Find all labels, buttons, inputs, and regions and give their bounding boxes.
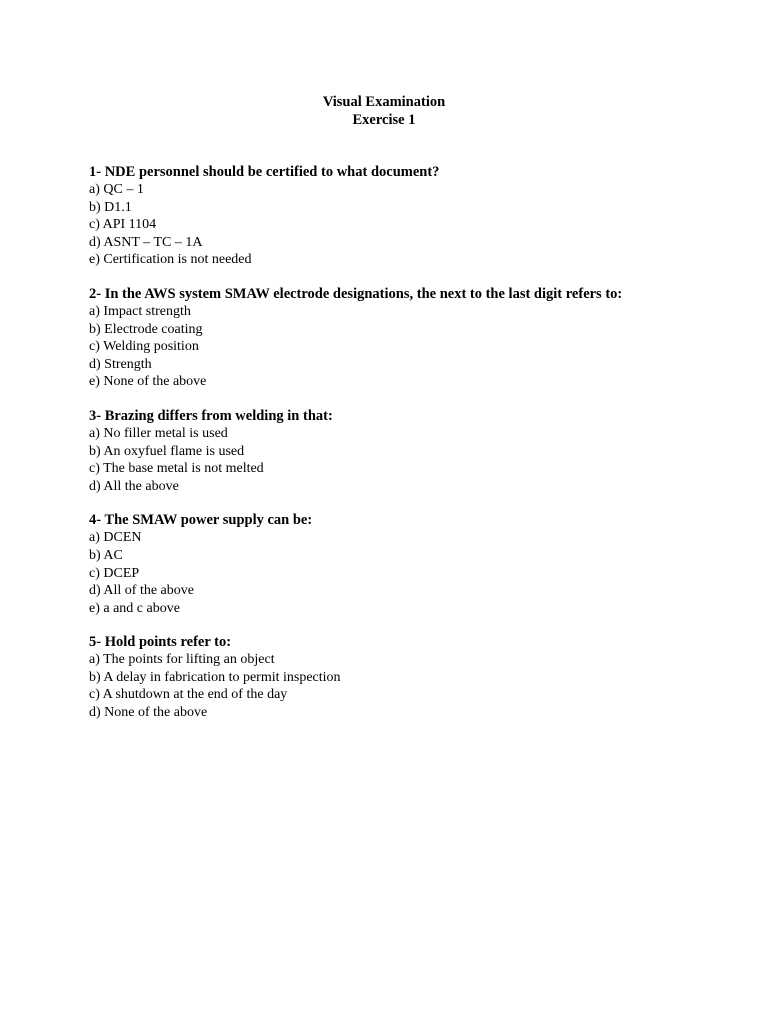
answer-option: c) API 1104 xyxy=(89,217,157,233)
question-1 xyxy=(89,163,729,269)
answer-option: d) All of the above xyxy=(89,583,194,599)
answer-option: a) DCEN xyxy=(89,530,142,546)
answer-option: b) A delay in fabrication to permit inspection xyxy=(89,669,341,685)
answer-option: a) No filler metal is used xyxy=(89,425,228,441)
document-subtitle: Exercise 1 xyxy=(352,112,416,128)
question-text: 2- In the AWS system SMAW electrode designations, the next to the last digit refers to: xyxy=(89,285,623,302)
question-list xyxy=(89,163,729,738)
title-block xyxy=(0,93,768,129)
document-title: Visual Examination xyxy=(322,94,446,110)
answer-option: a) Impact strength xyxy=(89,303,191,319)
answer-option: a) QC – 1 xyxy=(89,182,144,197)
question-4 xyxy=(89,511,729,617)
question-3 xyxy=(89,407,729,495)
answer-option: e) a and c above xyxy=(89,600,180,616)
question-text: 4- The SMAW power supply can be: xyxy=(89,512,313,529)
answer-option: c) A shutdown at the end of the day xyxy=(89,687,288,703)
answer-option: e) Certification is not needed xyxy=(89,252,252,268)
answer-option: e) None of the above xyxy=(89,374,207,390)
answer-option: d) None of the above xyxy=(89,705,208,721)
answer-option: b) D1.1 xyxy=(89,199,132,215)
answer-option: a) The points for lifting an object xyxy=(89,652,275,668)
answer-option: d) ASNT – TC – 1A xyxy=(89,234,203,250)
answer-option: b) Electrode coating xyxy=(89,321,203,337)
answer-option: c) Welding position xyxy=(89,339,199,355)
answer-option: d) All the above xyxy=(89,478,179,494)
answer-option: c) The base metal is not melted xyxy=(89,461,264,477)
question-2 xyxy=(89,285,729,391)
question-5 xyxy=(89,633,729,721)
answer-option: b) AC xyxy=(89,547,123,563)
answer-option: b) An oxyfuel flame is used xyxy=(89,443,245,459)
answer-option: d) Strength xyxy=(89,356,152,372)
question-text: 5- Hold points refer to: xyxy=(89,634,232,651)
question-text: 1- NDE personnel should be certified to what document? xyxy=(89,164,440,180)
answer-option: c) DCEP xyxy=(89,565,140,581)
question-text: 3- Brazing differs from welding in that: xyxy=(89,407,333,424)
